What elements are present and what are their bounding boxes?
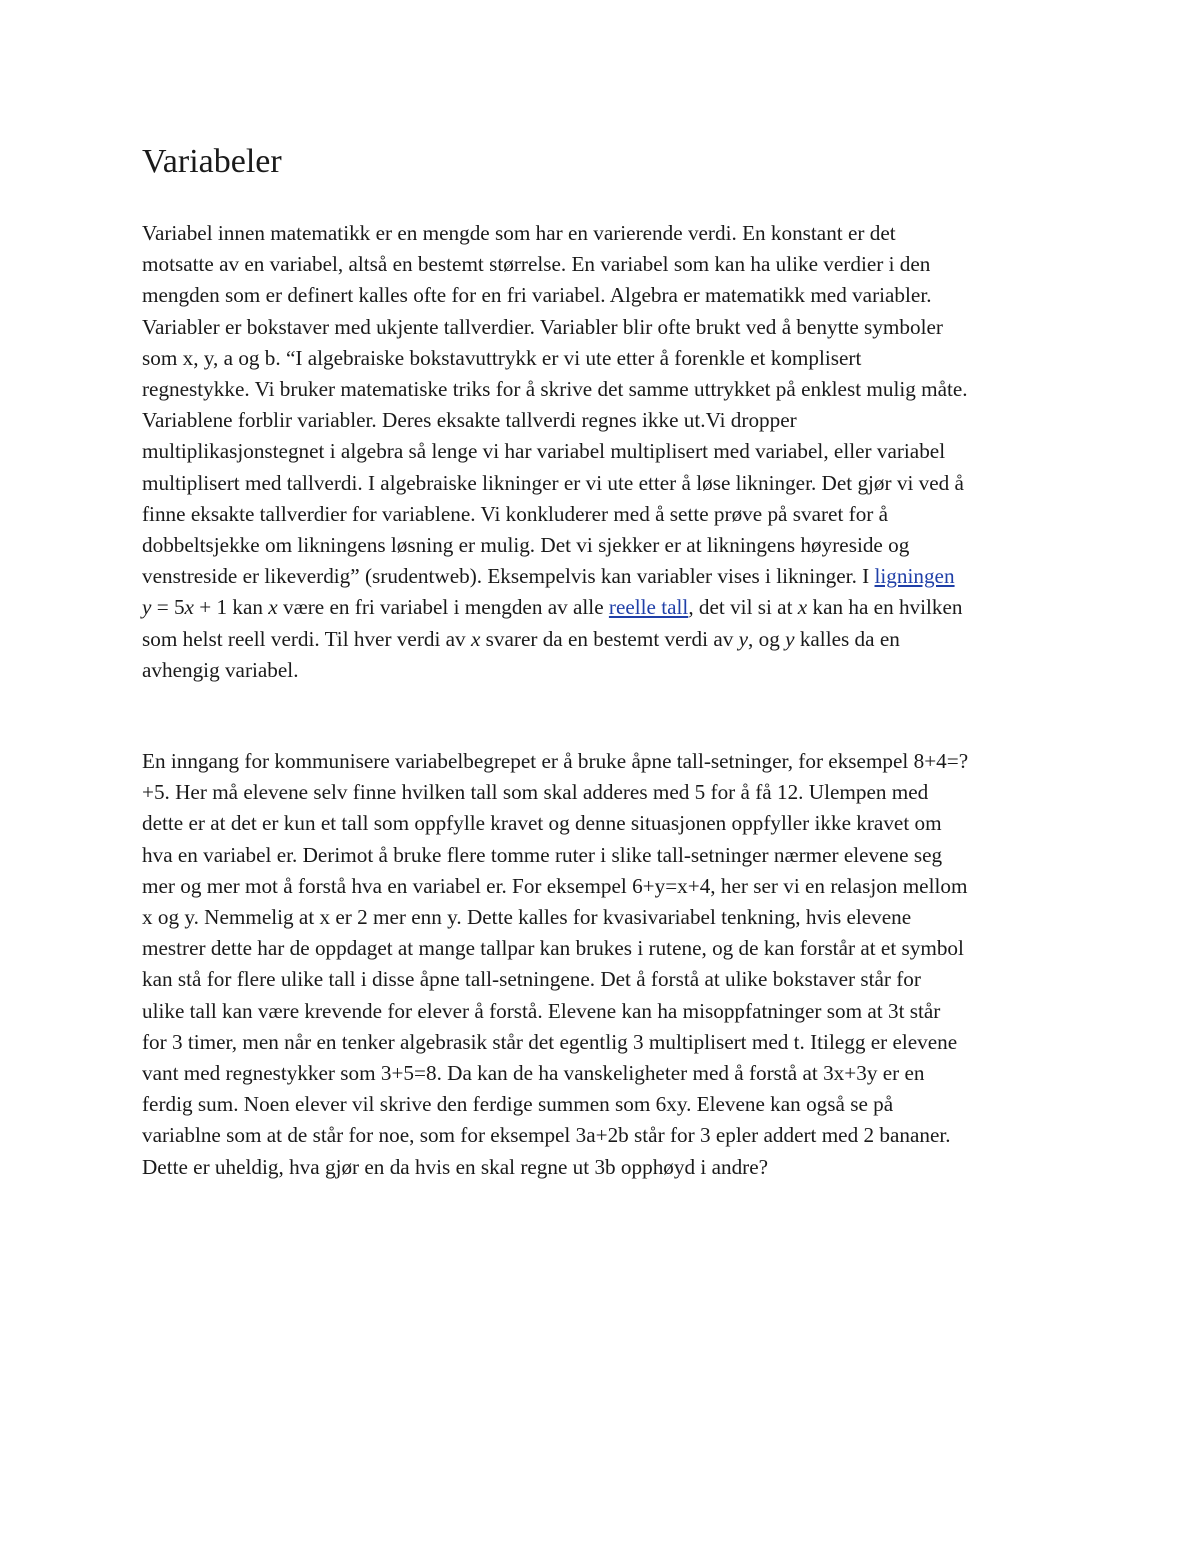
text-fragment: , og [748, 626, 786, 651]
text-line: Dette er uheldig, hva gjør en da hvis en skal regne ut 3b opphøyd i andre? [142, 1154, 769, 1179]
math-variable-y: y [785, 626, 795, 651]
text-line: mengden som er definert kalles ofte for en fri variabel. Algebra er matematikk med variabler. [142, 283, 932, 308]
text-line-with-link [142, 561, 968, 592]
text-line: +5. Her må elevene selv finne hvilken tall som skal adderes med 5 for å få 12. Ulempen med [142, 780, 929, 805]
math-variable-x: x [797, 595, 808, 620]
text-fragment: svarer da en bestemt verdi av [480, 626, 739, 651]
text-line: Variabel innen matematikk er en mengde som har en varierende verdi. En konstant er det [142, 221, 896, 245]
text-line: dobbeltsjekke om likningens løsning er mulig. Det vi sjekker er at likningens høyreside og [142, 533, 910, 558]
document-title: Variabeler [142, 143, 282, 180]
text-fragment: venstreside er likeverdig” (srudentweb). Eksempelvis kan variabler vises i likninger. I [142, 564, 875, 589]
text-line: ferdig sum. Noen elever vil skrive den ferdige summen som 6xy. Elevene kan også se på [142, 1092, 894, 1117]
text-line: Variabler er bokstaver med ukjente tallverdier. Variabler blir ofte brukt ved å benytte symboler [142, 314, 943, 339]
text-line: x og y. Nemmelig at x er 2 mer enn y. Dette kalles for kvasivariabel tenkning, hvis elevene [142, 905, 912, 930]
text-line [142, 624, 968, 655]
math-variable-x: x [470, 626, 481, 651]
text-fragment: kan ha en hvilken [807, 595, 963, 620]
equation-variable-y: y [142, 595, 152, 620]
text-line: kan stå for flere ulike tall i disse åpne tall-setningene. Det å forstå at ulike bokstaver står for [142, 967, 921, 992]
equation-part: + 1 [193, 595, 228, 620]
link-ligningen[interactable]: ligningen [874, 564, 955, 589]
text-line: variablne som at de står for noe, som for eksempel 3a+2b står for 3 epler addert med 2 bananer. [142, 1123, 951, 1148]
paragraph-teaching-variables [142, 746, 968, 1183]
text-line: motsatte av en variabel, altså en bestemt størrelse. En variabel som kan ha ulike verdier i den [142, 252, 931, 277]
link-reelle-tall[interactable]: reelle tall [608, 595, 689, 620]
text-line: multiplikasjonstegnet i algebra så lenge vi har variabel multiplisert med variabel, eller variabel [142, 439, 946, 464]
text-line: multiplisert med tallverdi. I algebraiske likninger er vi ute etter å løse likninger. Det gjør vi ved å [142, 470, 964, 495]
text-line: dette er at det er kun et tall som oppfylle kravet og denne situasjonen oppfyller ikke kravet om [142, 811, 942, 836]
equation [142, 595, 227, 619]
text-fragment: være en fri variabel i mengden av alle [277, 595, 609, 620]
text-line: finne eksakte tallverdier for variablene. Vi konkluderer med å sette prøve på svaret for å [142, 501, 889, 526]
text-line: avhengig variabel. [142, 657, 299, 682]
text-line: ulike tall kan være krevende for elever å forstå. Elevene kan ha misoppfatninger som at 3t står [142, 998, 941, 1023]
text-line: mer og mer mot å forstå hva en variabel er. For eksempel 6+y=x+4, her ser vi en relasjon mellom [142, 873, 968, 898]
text-line: Variablene forblir variabler. Deres eksakte tallverdi regnes ikke ut.Vi dropper [142, 408, 797, 433]
text-line: regnestykke. Vi bruker matematiske triks for å skrive det samme uttrykket på enklest mulig måte. [142, 377, 968, 402]
text-line: En inngang for kommunisere variabelbegrepet er å bruke åpne tall-setninger, for eksempel 8+4=? [142, 749, 969, 773]
text-line-with-equation [142, 592, 968, 623]
text-line: som x, y, a og b. “I algebraiske bokstavuttrykk er vi ute etter å forenkle et komplisert [142, 345, 862, 370]
math-variable-y: y [738, 626, 749, 651]
text-fragment: , det vil si at [688, 595, 798, 620]
text-fragment: kalles da en [794, 626, 900, 651]
paragraph-variables-definition [142, 218, 968, 686]
text-fragment: kan [227, 595, 269, 620]
equation-variable-x: x [184, 595, 194, 620]
text-line: vant med regnestykker som 3+5=8. Da kan de ha vanskeligheter med å forstå at 3x+3y er en [142, 1061, 925, 1086]
text-line: mestrer dette har de oppdaget at mange tallpar kan brukes i rutene, og de kan forstår at et symbol [142, 936, 964, 961]
text-fragment: som helst reell verdi. Til hver verdi av [142, 626, 471, 651]
text-line: hva en variabel er. Derimot å bruke flere tomme ruter i slike tall-setninger nærmer elevene seg [142, 842, 943, 867]
text-line: for 3 timer, men når en tenker algebrasik står det egentlig 3 multiplisert med t. Itilegg er elevene [142, 1029, 958, 1054]
equation-part: = 5 [151, 595, 185, 620]
math-variable-x: x [268, 595, 278, 620]
